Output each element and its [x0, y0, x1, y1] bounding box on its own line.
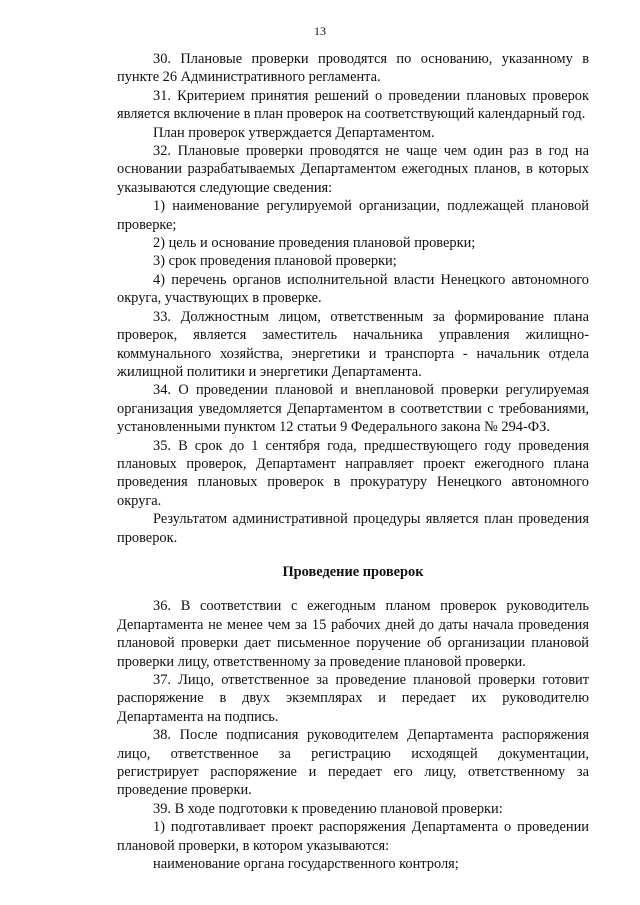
- list-item-1: 1) наименование регулируемой организации, подлежащей плановой проверке;: [117, 198, 589, 233]
- list-item-3: 3) срок проведения плановой проверки;: [153, 253, 397, 270]
- paragraph-34: 34. О проведении плановой и внеплановой проверки регулируемая организация уведомляется Департаментом в соответствии с требованиями, установленными пунктом 12 статьи 9 Федерального закона № 294-ФЗ.: [117, 382, 589, 436]
- paragraph-plan-approval: План проверок утверждается Департаментом.: [153, 124, 435, 141]
- paragraph-30: 30. Плановые проверки проводятся по основанию, указанному в пункте 26 Административного регламента.: [117, 51, 589, 86]
- document-body: [117, 50, 589, 873]
- paragraph-result: Результатом административной процедуры является план проведения проверок.: [117, 511, 589, 546]
- list-item-control-body-name: наименование органа государственного контроля;: [153, 856, 459, 873]
- paragraph-32: 32. Плановые проверки проводятся не чаще чем один раз в год на основании разрабатываемых Департаментом ежегодных планов, в которых указываются следующие сведения:: [117, 143, 589, 196]
- paragraph-38: 38. После подписания руководителем Департамента распоряжения лицо, ответственное за регистрацию исходящей документации, регистрирует распоряжение и передает его лицу, ответственному за проведение проверки.: [117, 727, 589, 799]
- paragraph-33: 33. Должностным лицом, ответственным за формирование плана проверок, является заместитель начальника управления жилищно-коммунального хозяйства, энергетики и транспорта - начальник отдела жилищной политики и энергетики Департамента.: [117, 308, 589, 380]
- paragraph-39: 39. В ходе подготовки к проведению плановой проверки:: [153, 800, 503, 817]
- list-item-39-1: 1) подготавливает проект распоряжения Департамента о проведении плановой проверки, в котором указываются:: [117, 819, 589, 854]
- list-item-4: 4) перечень органов исполнительной власти Ненецкого автономного округа, участвующих в проверке.: [117, 271, 589, 307]
- paragraph-31: 31. Критерием принятия решений о проведении плановых проверок является включение в план проверок на соответствующий календарный год.: [117, 87, 589, 123]
- section-heading: Проведение проверок: [282, 563, 424, 580]
- paragraph-37: 37. Лицо, ответственное за проведение плановой проверки готовит распоряжение в двух экземплярах и передает их руководителю Департамента на подпись.: [117, 672, 589, 725]
- list-item-2: 2) цель и основание проведения плановой проверки;: [153, 235, 476, 252]
- paragraph-36: 36. В соответствии с ежегодным планом проверок руководитель Департамента не менее чем за 15 рабочих дней до даты начала проведения плановой проверки дает письменное поручение об организации плановой проверки лицу, ответственному за проведение плановой проверки.: [117, 598, 589, 670]
- page-number: 13: [314, 24, 326, 38]
- paragraph-35: 35. В срок до 1 сентября года, предшествующего году проведения плановых проверок, Департамент направляет проект ежегодного плана проведения плановых проверок в прокуратуру Ненецкого автономного округа.: [117, 437, 589, 509]
